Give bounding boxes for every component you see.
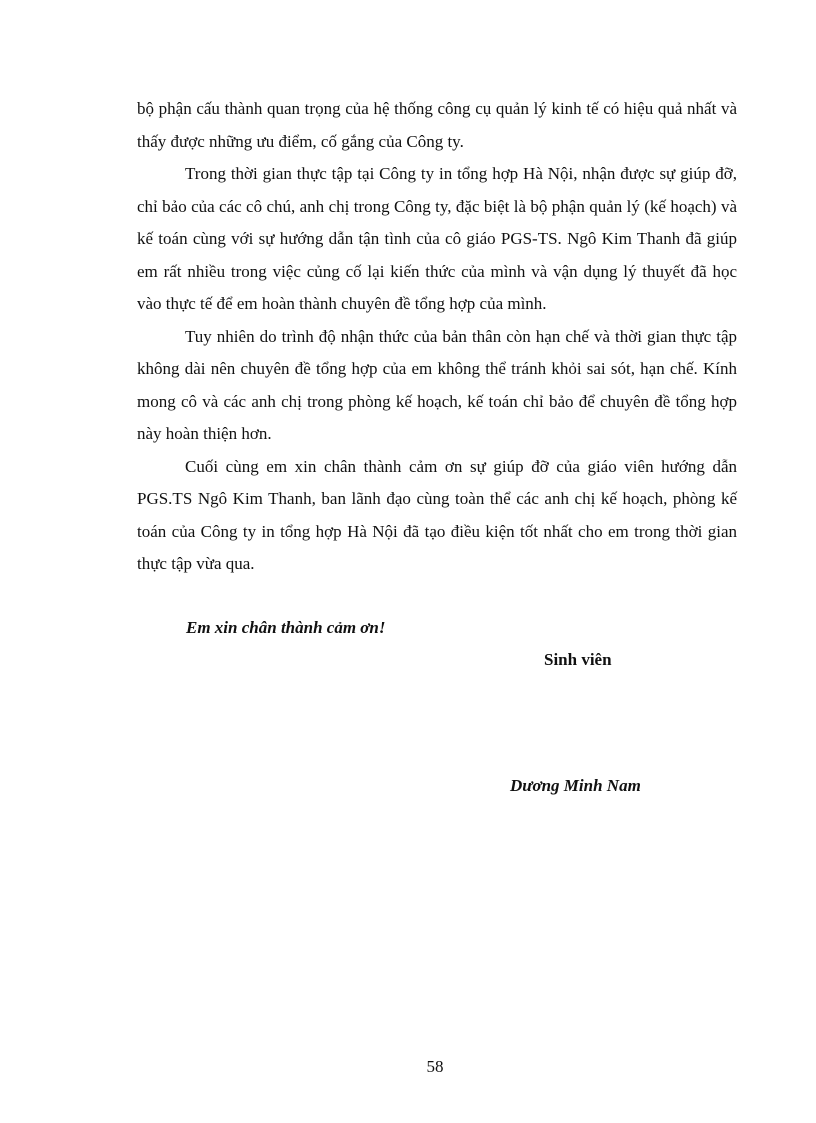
- closing-line: Em xin chân thành cảm ơn!: [186, 618, 386, 637]
- paragraph-internship: Trong thời gian thực tập tại Công ty in tổng hợp Hà Nội, nhận được sự giúp đỡ, chỉ bảo của các cô chú, anh chị trong Công ty, đặc biệt là bộ phận quản lý (kế hoạch) và kế toán cùng với sự hướng dẫn tận tình của cô giáo PGS-TS. Ngô Kim Thanh đã giúp em rất nhiều trong việc củng cố lại kiến thức của mình và vận dụng lý thuyết đã học vào thực tế để em hoàn thành chuyên đề tổng hợp của mình.: [137, 164, 737, 313]
- paragraph-continuation: bộ phận cấu thành quan trọng của hệ thống công cụ quản lý kinh tế có hiệu quả nhất và thấy được những ưu điểm, cố gắng của Công ty.: [137, 99, 737, 151]
- paragraph-limitations: Tuy nhiên do trình độ nhận thức của bản thân còn hạn chế và thời gian thực tập không dài nên chuyên đề tổng hợp của em không thể tránh khỏi sai sót, hạn chế. Kính mong cô và các anh chị trong phòng kế hoạch, kế toán chỉ bảo để chuyên đề tổng hợp này hoàn thiện hơn.: [137, 326, 737, 443]
- signer-name: Dương Minh Nam: [510, 776, 641, 795]
- paragraph-thanks: Cuối cùng em xin chân thành cảm ơn sự giúp đỡ của giáo viên hướng dẫn PGS.TS Ngô Kim Thanh, ban lãnh đạo cùng toàn thể các anh chị kế hoạch, phòng kế toán của Công ty in tổng hợp Hà Nội đã tạo điều kiện tốt nhất cho em trong thời gian thực tập vừa qua.: [137, 456, 737, 573]
- signer-role: Sinh viên: [544, 650, 612, 669]
- body-text: [137, 93, 737, 581]
- page-number: 58: [426, 1057, 444, 1076]
